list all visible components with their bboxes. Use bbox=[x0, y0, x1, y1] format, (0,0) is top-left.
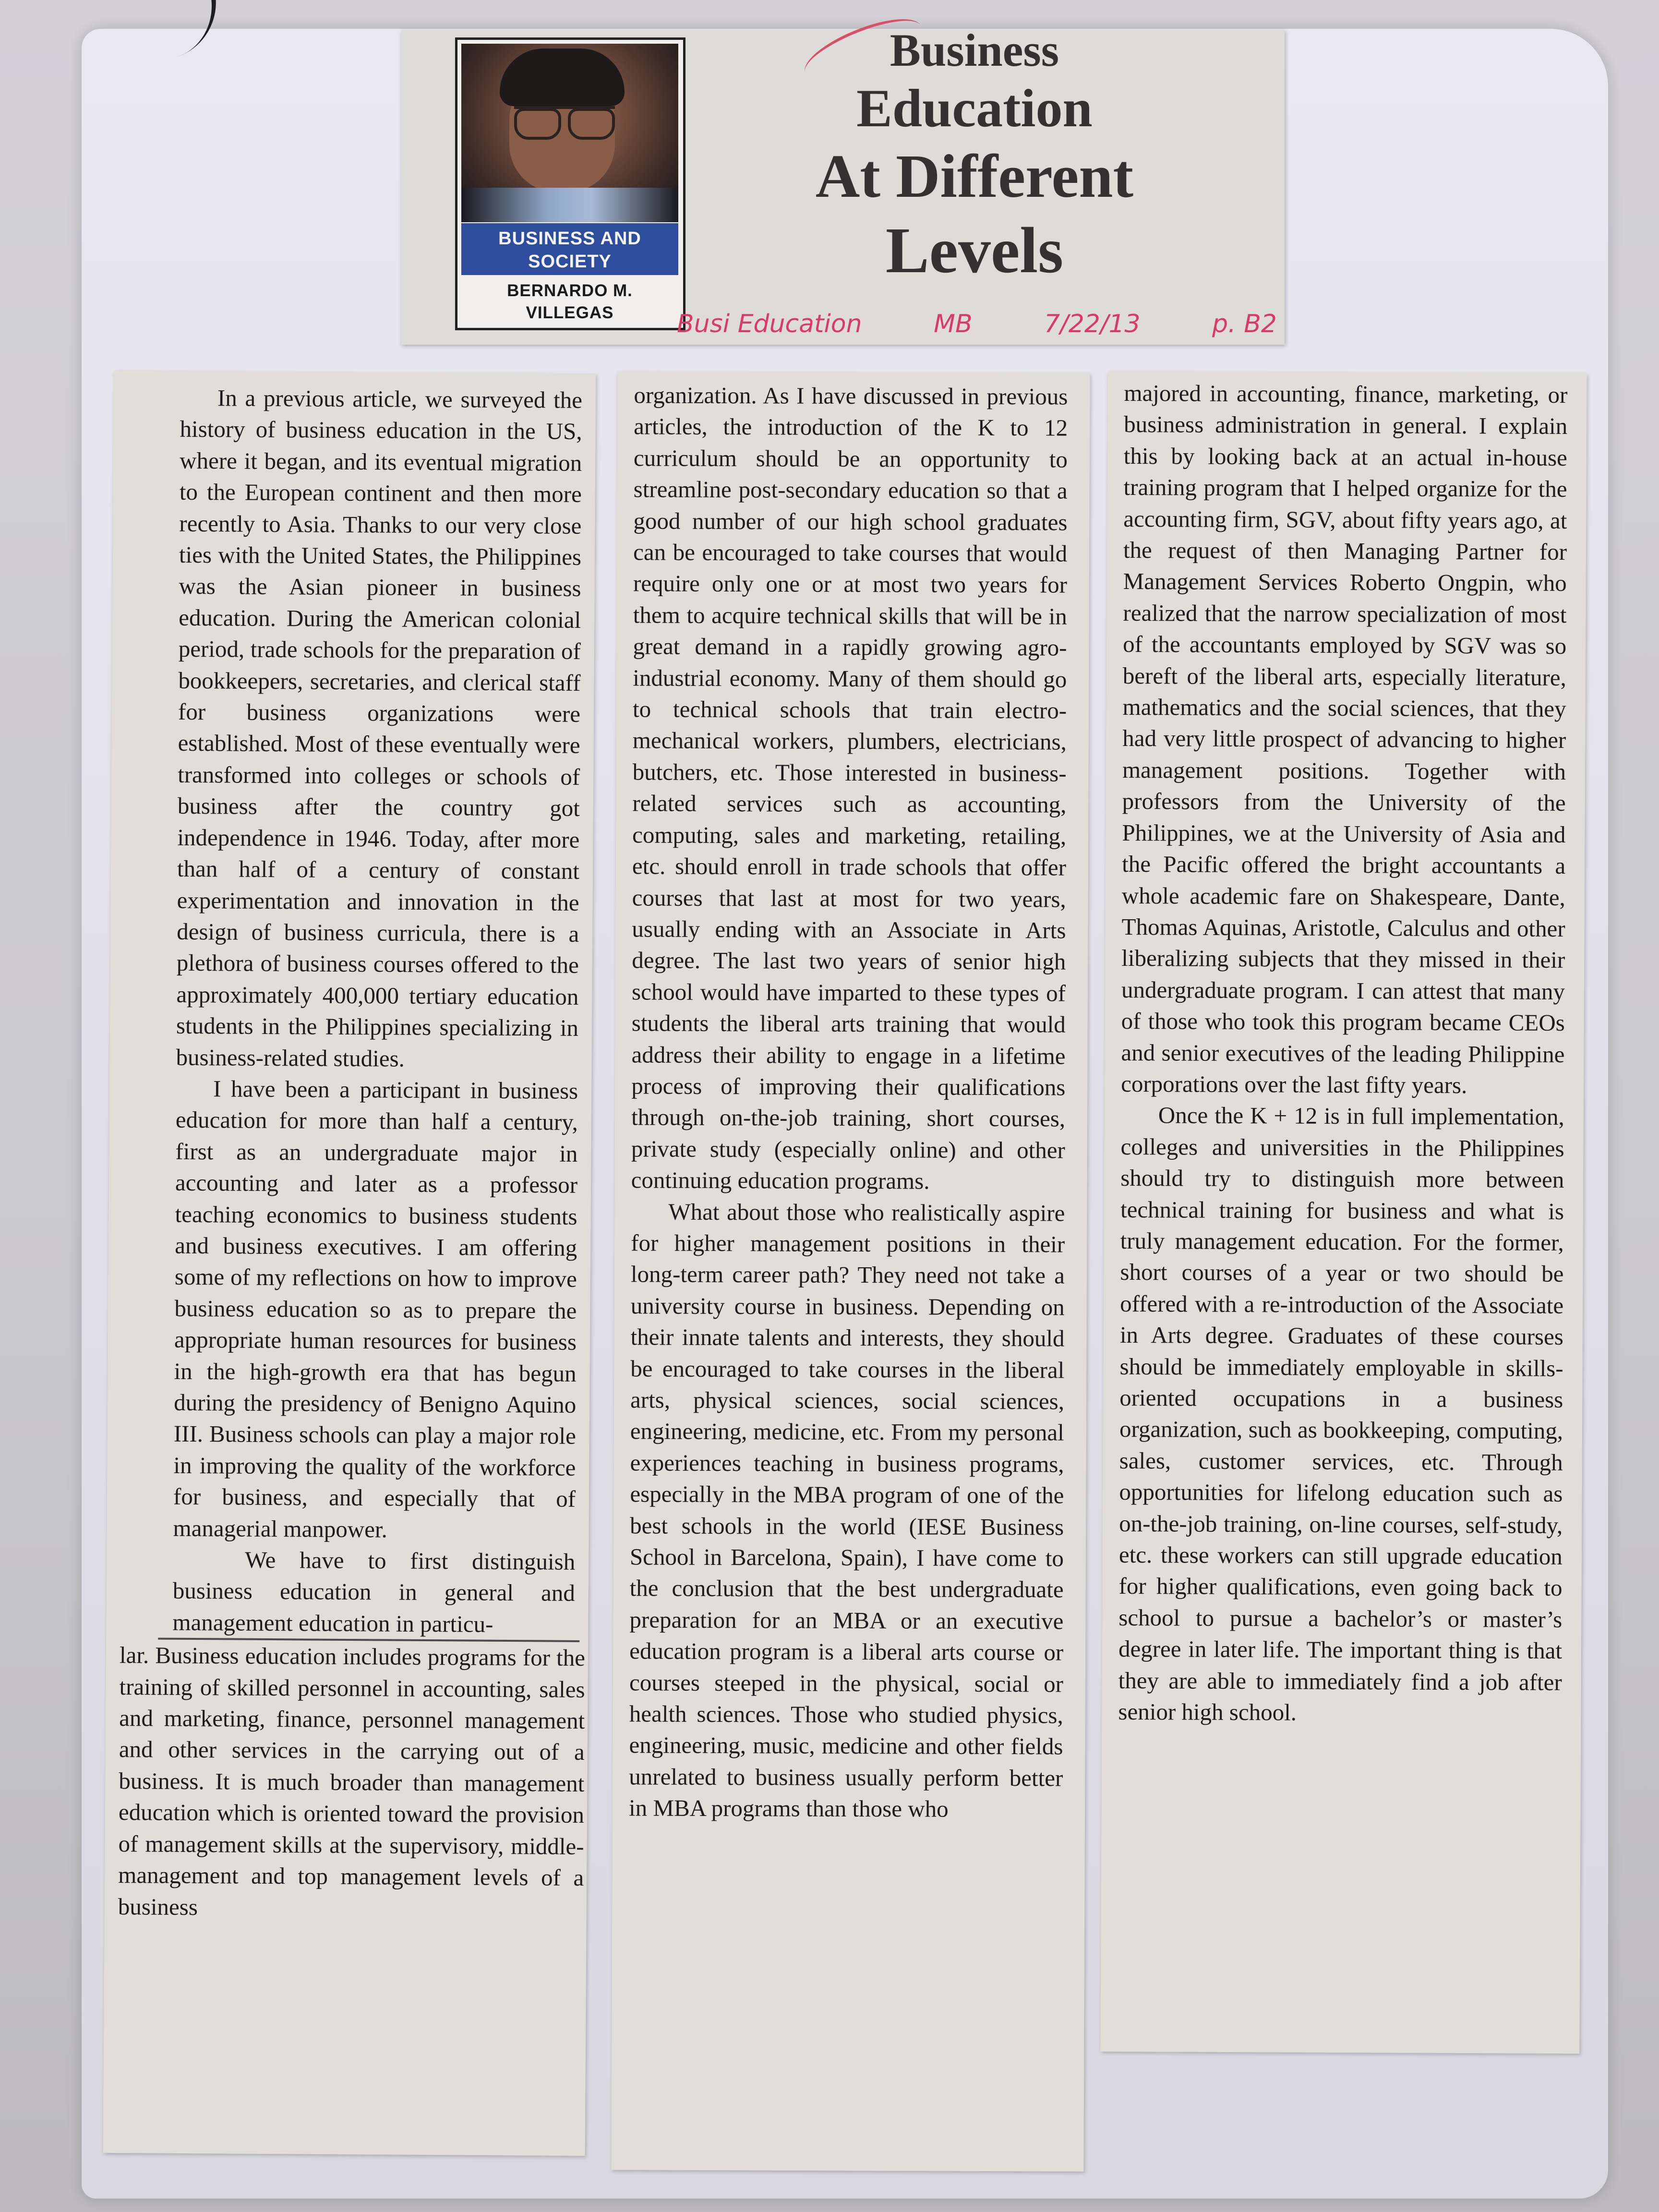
kicker-line-2: SOCIETY bbox=[528, 252, 612, 272]
headline-line-1: Business bbox=[890, 24, 1059, 76]
column1-paragraph-1: In a previous article, we surveyed the history of business education in the US, where it began, and its eventual migration to the European continent and then more recently to Asia. Thanks to our very close ties with the United States, the Philippines was the Asian pioneer in business education. During the American colonial period, trade schools for the preparation of bookkeepers, secretaries, and clerical staff for business organizations were established. Most of these eventually were transformed into colleges or schools of business after the country got independence in 1946. Today, after more than half of a century of constant experimentation and innovation in the design of business curricula, there is a plethora of business courses offered to the approximately 400,000 tertiary education students in the Philippines specializing in business-related studies. bbox=[176, 385, 583, 1072]
annotation-topic: Busi Education bbox=[677, 310, 862, 338]
portrait-glasses bbox=[514, 106, 615, 138]
author-line-2: VILLEGAS bbox=[526, 303, 614, 322]
column-kicker bbox=[461, 223, 678, 275]
article-column-1 bbox=[103, 371, 596, 2156]
article-column-2 bbox=[611, 372, 1090, 2171]
article-headline bbox=[730, 24, 1219, 289]
column3-paragraph-2: Once the K + 12 is in full implementation, colleges and universities in the Philippines should try to distinguish more between technical training for business and what is truly management education. For the former, short courses of a year or two should be offered with a re-introduction of the Associate in Arts degree. Graduates of these courses should be immediately employable in skills-oriented occupations in a business organization, such as bookkeeping, computing, sales, customer services, etc. Through opportunities for lifelong education such as on-the-job training, on-line courses, self-study, etc. these workers can still upgrade education for higher qualifications, even going back to school to pursue a bachelor’s or master’s degree in later life. The important thing is that they are able to immediately find a job after senior high school. bbox=[1118, 1102, 1564, 1726]
column1-paragraph-3b: lar. Business education includes programs for the training of skilled personnel in accounting, sales and marketing, finance, personnel management and other services in the carrying out of a business. It is much broader than management education which is oriented toward the provision of management skills at the supervisory, middle-management and top management levels of a business bbox=[118, 1642, 586, 1920]
kicker-line-1: BUSINESS AND bbox=[498, 228, 641, 249]
column2-paragraph-2: What about those who realistically aspire for higher management positions in their long-term career path? They need not take a university course in business. Depending on their innate talents and interests, they should be encouraged to take courses in the liberal arts, physical sciences, social sciences, engineering, medicine, etc. From my personal experiences teaching in business programs, especially in the MBA program of one of the best schools in the world (IESE Business School in Barcelona, Spain), I have come to the conclusion that the best undergraduate preparation for an MBA or an executive education program is a liberal arts course or courses steeped in the physical, social or health sciences. Those who studied physics, engineering, music, medicine and other fields unrelated to business usually perform better in MBA programs than those who bbox=[629, 1198, 1065, 1822]
article-column-3 bbox=[1100, 372, 1587, 2054]
columnist-box bbox=[455, 37, 685, 330]
author-line-1: BERNARDO M. bbox=[507, 281, 633, 300]
portrait-hair bbox=[500, 48, 625, 106]
annotation-date: 7/22/13 bbox=[1044, 310, 1141, 338]
author-portrait bbox=[461, 44, 678, 222]
headline-line-3: At Different bbox=[815, 142, 1134, 210]
annotation-source: MB bbox=[934, 310, 973, 338]
author-byline bbox=[461, 277, 678, 325]
column3-paragraph-1: majored in accounting, finance, marketing, or business administration in general. I explain this by looking back at an actual in-house training program that I helped organize for the accounting firm, SGV, about fifty years ago, at the request of then Managing Partner for Management Services Roberto Ongpin, who realized that the narrow specialization of most of the accountants employed by SGV was so bereft of the liberal arts, especially literature, mathematics and the social sciences, that they had very little prospect of advancing to higher management positions. Together with professors from the University of the Philippines, we at the University of Asia and the Pacific offered the bright accountants a whole academic fare on Shakespeare, Dante, Thomas Aquinas, Aristotle, Calculus and other liberalizing subjects that they missed in their undergraduate program. I can attest that many of those who took this program became CEOs and senior executives of the leading Philippine corporations over the last fifty years. bbox=[1121, 379, 1568, 1099]
portrait-shirt bbox=[461, 188, 678, 222]
handwritten-annotation bbox=[677, 307, 1277, 341]
column2-paragraph-1: organization. As I have discussed in previous articles, the introduction of the K to 12 curriculum should be an opportunity to streamline post-secondary education so that a good number of our high school graduates can be encouraged to take courses that would require only one or at most two years for them to acquire technical skills that will be in great demand in a rapidly growing agro-industrial economy. Many of them should go to technical schools that train electro-mechanical workers, plumbers, electricians, butchers, etc. Those interested in business-related services such as accounting, computing, sales and marketing, retailing, etc. should enroll in trade schools that offer courses that last at most for two years, usually ending with an Associate in Arts degree. The last two years of senior high school would have imparted to these types of students the liberal arts training that would address their ability to engage in a lifetime process of improving their qualifications through on-the-job training, short courses, private study (especially online) and other continuing education programs. bbox=[631, 382, 1068, 1194]
column1-lower-part bbox=[118, 1639, 586, 1925]
headline-line-2: Education bbox=[856, 79, 1093, 138]
column1-paragraph-3a: We have to first distinguish business education in general and management education in particu- bbox=[172, 1546, 576, 1637]
annotation-page: p. B2 bbox=[1212, 310, 1277, 338]
headline-line-4: Levels bbox=[885, 215, 1064, 287]
column1-paragraph-2: I have been a participant in business education for more than half a century, first as an undergraduate major in accounting and later as a professor teaching economics to business students and business executives. I am offering some of my reflections on how to improve business education so as to prepare the appropriate human resources for business in the high-growth era that has begun during the presidency of Benigno Aquino III. Business schools can play a major role in improving the quality of the workforce for business, and especially that of managerial manpower. bbox=[173, 1075, 578, 1543]
